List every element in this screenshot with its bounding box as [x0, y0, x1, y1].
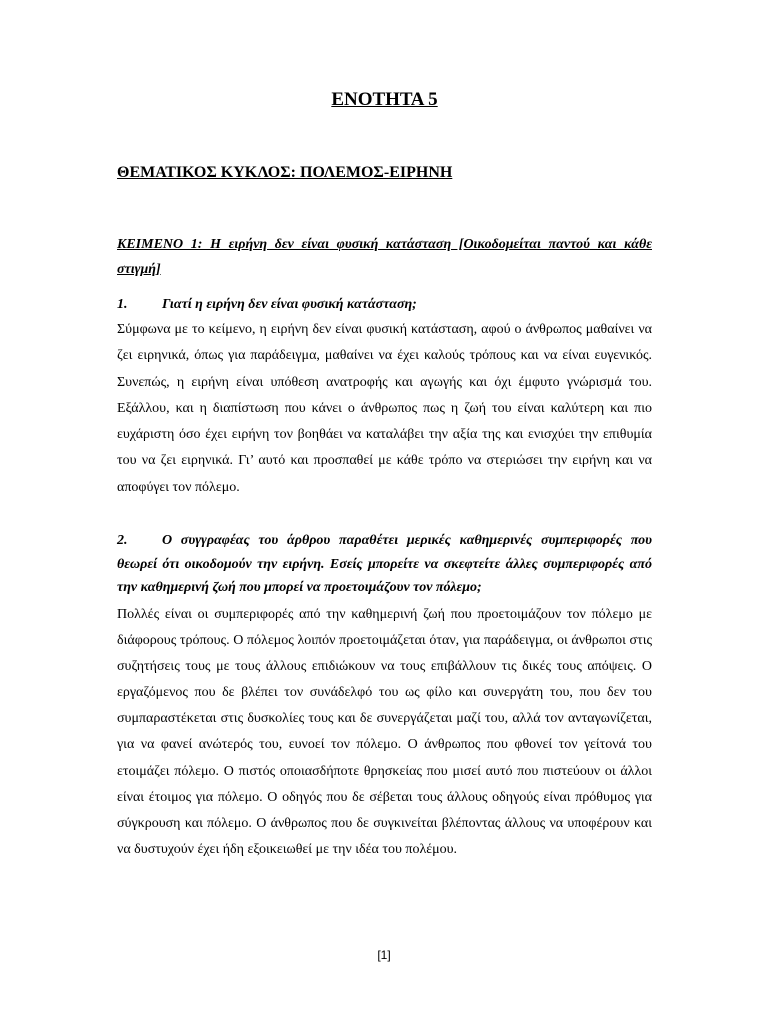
question-number: 1.: [117, 297, 128, 312]
text-heading: ΚΕΙΜΕΝΟ 1: Η ειρήνη δεν είναι φυσική κατάσταση [Οικοδομείται παντού και κάθε στιγμή]: [117, 237, 652, 277]
question-text: Γιατί η ειρήνη δεν είναι φυσική κατάσταση;: [162, 297, 417, 312]
question-1: [117, 293, 652, 317]
question-2: [117, 529, 652, 600]
question-number: 2.: [117, 533, 128, 548]
unit-title: ΕΝΟΤΗΤΑ 5: [331, 89, 438, 110]
thematic-cycle-title: ΘΕΜΑΤΙΚΟΣ ΚΥΚΛΟΣ: ΠΟΛΕΜΟΣ-ΕΙΡΗΝΗ: [117, 164, 453, 181]
question-text: Ο συγγραφέας του άρθρου παραθέτει μερικές καθημερινές συμπεριφορές που θεωρεί ότι οικοδομούν την ειρήνη. Εσείς μπορείτε να σκεφτείτε άλλες συμπεριφορές από την καθημερινή ζωή που μπορεί να προετοιμάζουν τον πόλεμο;: [117, 533, 652, 595]
answer-2: Πολλές είναι οι συμπεριφορές από την καθημερινή ζωή που προετοιμάζουν τον πόλεμο με διάφορους τρόπους. Ο πόλεμος λοιπόν προετοιμάζεται όταν, για παράδειγμα, οι άνθρωποι στις συζητήσεις τους με τους άλλους επιδιώκουν να τους επιβάλλουν τις δικές τους απόψεις. Ο εργαζόμενος που δε βλέπει τον συνάδελφό του ως φίλο και συνεργάτη του, που δεν του συμπαραστέκεται στις δυσκολίες τους και δε συνεργάζεται μαζί του, αλλά τον ανταγωνίζεται, για να φανεί ανώτερός του, ευνοεί τον πόλεμο. Ο άνθρωπος που φθονεί τον γείτονά του ετοιμάζει πόλεμο. Ο πιστός οποιασδήποτε θρησκείας που μισεί αυτό που πιστεύουν οι άλλοι είναι έτοιμος για πόλεμο. Ο οδηγός που δε σέβεται τους άλλους οδηγούς είναι πρόθυμος για σύγκρουση και πόλεμο. Ο άνθρωπος που δε συγκινείται βλέποντας άλλους να υποφέρουν και να δυστυχούν έχει ήδη εξοικειωθεί με την ιδέα του πολέμου.: [117, 607, 652, 857]
page-number: [1]: [377, 948, 391, 962]
answer-1: Σύμφωνα με το κείμενο, η ειρήνη δεν είναι φυσική κατάσταση, αφού ο άνθρωπος μαθαίνει να ζει ειρηνικά, όπως για παράδειγμα, μαθαίνει να έχει καλούς τρόπους και να είναι ευγενικός. Συνεπώς, η ειρήνη είναι υπόθεση ανατροφής και αγωγής και όχι έμφυτο γνώρισμά του. Εξάλλου, και η διαπίστωση που κάνει ο άνθρωπος πως η ζωή του είναι καλύτερη και πιο ευχάριστη όσο έχει ειρήνη τον βοηθάει να καταλάβει την αξία της και ενισχύει την επιθυμία του να ζει ειρηνικά. Γι’ αυτό και προσπαθεί με κάθε τρόπο να στεριώσει την ειρήνη και να αποφύγει τον πόλεμο.: [117, 322, 652, 495]
